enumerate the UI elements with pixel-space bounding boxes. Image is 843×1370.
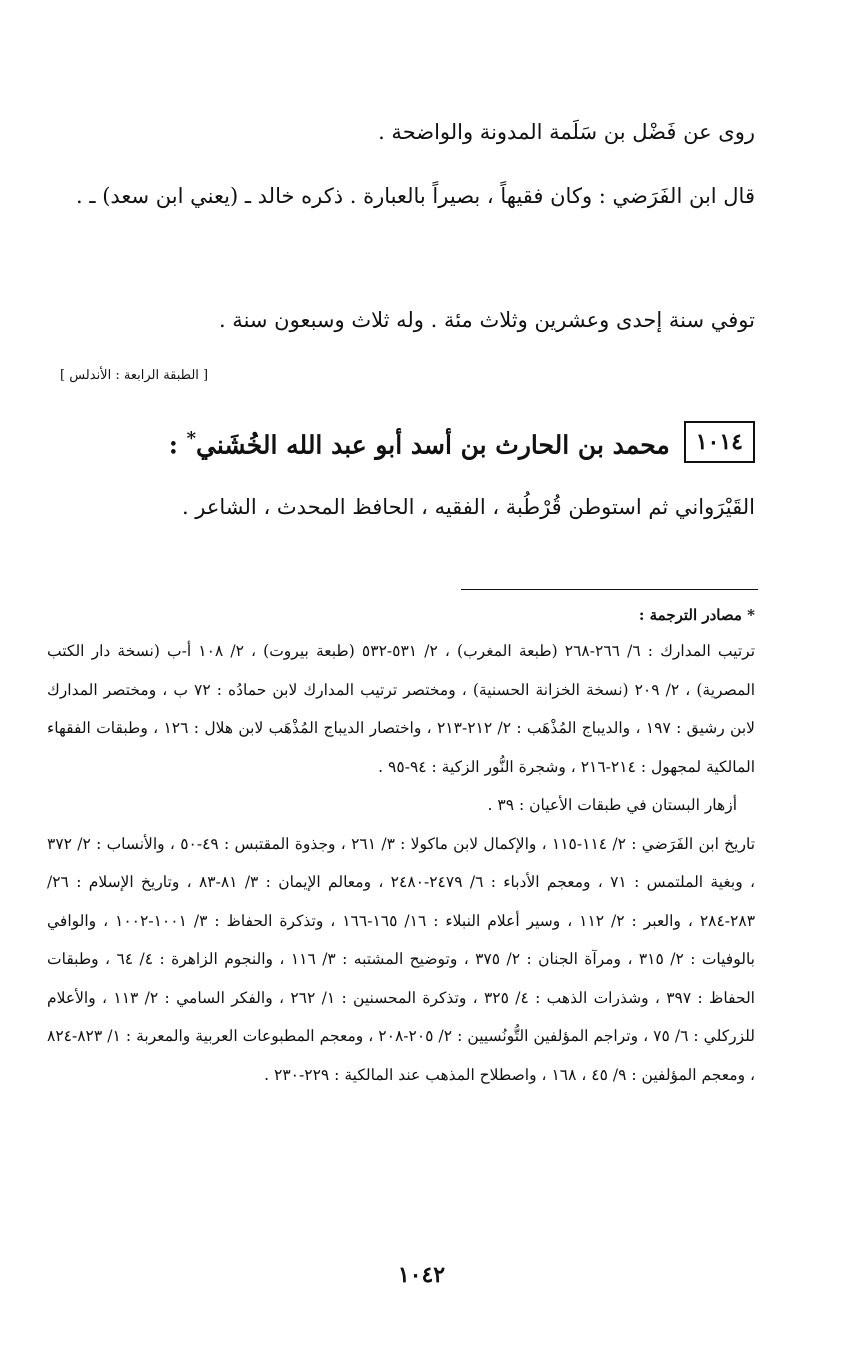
narration-paragraph: روى عن فَضْل بن سَلَمة المدونة والواضحة . bbox=[378, 120, 755, 144]
footnote-paragraph: تاريخ ابن الفَرَضي : ٢/ ١١٤-١١٥ ، والإكمال لابن ماكولا : ٣/ ٢٦١ ، وجذوة المقتبس : ٤٩-٥٠ ، والأنساب : ٢/ ٣٧٢ ، وبغية الملتمس : ٧١ ، ومعجم الأدباء : ٦/ ٢٤٧٩-٢٤٨٠ ، ومعالم الإيمان : ٣/ ٨١-٨٣ ، وتاريخ الإسلام : ٢٦/ ٢٨٣-٢٨٤ ، والعبر : ٢/ ١١٢ ، وسير أعلام النبلاء : ١٦/ ١٦٥-١٦٦ ، وتذكرة الحفاظ : ٣/ ١٠٠١-١٠٠٢ ، والوافي بالوفيات : ٢/ ٣١٥ ، ومرآة الجنان : ٢/ ٣٧٥ ، وتوضيح المشتبه : ٣/ ١١٦ ، والنجوم الزاهرة : ٤/ ٦٤ ، وطبقات الحفاظ : ٣٩٧ ، وشذرات الذهب : ٤/ ٣٢٥ ، وتذكرة المحسنين : ١/ ٢٦٢ ، والفكر السامي : ٢/ ١١٣ ، والأعلام للزركلي : ٦/ ٧٥ ، وتراجم المؤلفين التُّونُسيين : ٢/ ٢٠٥-٢٠٨ ، ومعجم المطبوعات العربية والمعربة : ١/ ٨٢٣-٨٢٤ ، ومعجم المؤلفين : ٩/ ٤٥ ، ١٦٨ ، واصطلاح المذهب عند المالكية : ٢٢٩-٢٣٠ . bbox=[47, 834, 756, 1084]
entry-title-text: محمد بن الحارث بن أسد أبو عبد الله الخُشَني bbox=[196, 430, 670, 460]
section-tag: [ الطبقة الرابعة : الأندلس ] bbox=[60, 368, 209, 383]
entry-title bbox=[169, 415, 670, 469]
entry-heading bbox=[55, 415, 755, 469]
footnote-paragraph: أزهار البستان في طبقات الأعيان : ٣٩ . bbox=[487, 796, 737, 814]
footnote-marker: * bbox=[186, 428, 197, 449]
death-date-paragraph: توفي سنة إحدى وعشرين وثلاث مئة . وله ثلاث وسبعون سنة . bbox=[218, 308, 755, 332]
footnote-paragraph: ترتيب المدارك : ٦/ ٢٦٦-٢٦٨ (طبعة المغرب) ، ٢/ ٥٣١-٥٣٢ (طبعة بيروت) ، ٢/ ١٠٨ أ-ب (نسخة دار الكتب المصرية) ، ٢/ ٢٠٩ (نسخة الخزانة الحسنية) ، ومختصر ترتيب المدارك لابن حمادُه : ٧٢ ب ، ومختصر المدارك لابن رشيق : ١٩٧ ، والديباج المُذْهَب : ٢/ ٢١٢-٢١٣ ، واختصار الديباج المُذْهَب لابن هلال : ١٢٦ ، وطبقات الفقهاء المالكية لمجهول : ٢١٤-٢١٦ ، وشجرة النُّور الزكية : ٩٤-٩٥ . bbox=[47, 642, 756, 776]
footnote-divider bbox=[461, 589, 758, 590]
footnotes-heading: * مصادر الترجمة : bbox=[638, 606, 755, 624]
entry-title-colon: : bbox=[168, 430, 187, 460]
entry-description: القَيْرَواني ثم استوطن قُرْطُبة ، الفقيه ، الحافظ المحدث ، الشاعر . bbox=[181, 495, 755, 519]
page-number: ١٠٤٢ bbox=[397, 1262, 446, 1288]
ibn-faradi-quote-paragraph: قال ابن الفَرَضي : وكان فقيهاً ، بصيراً بالعبارة . ذكره خالد ـ (يعني ابن سعد) ـ . bbox=[76, 184, 755, 208]
entry-number: ١٠١٤ bbox=[684, 421, 755, 463]
footnotes-block bbox=[47, 598, 755, 1094]
